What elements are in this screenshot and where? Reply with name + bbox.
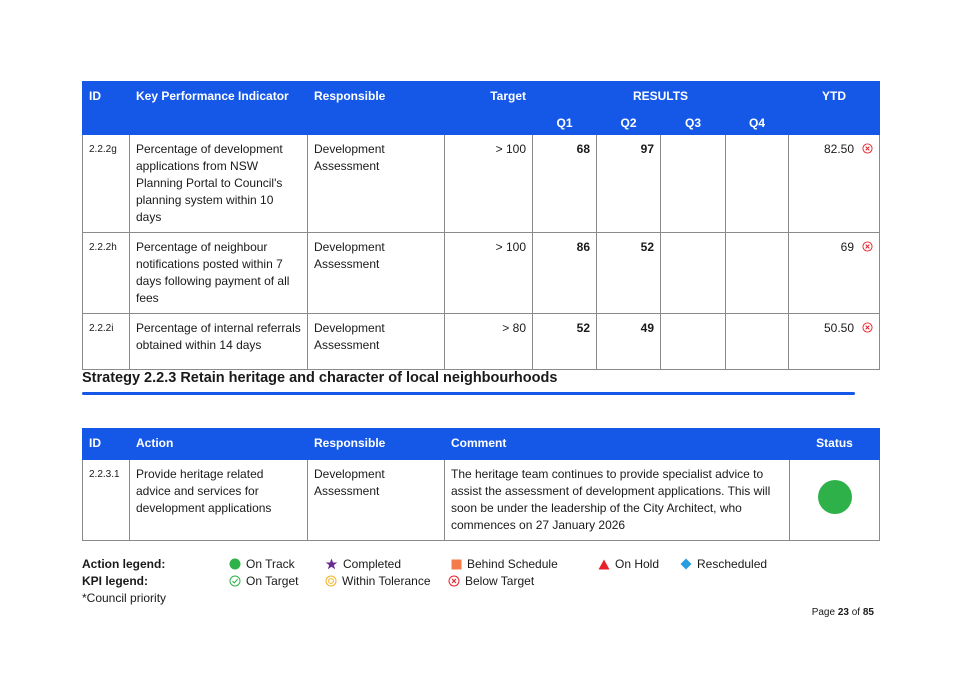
table-row [83, 460, 880, 541]
header-q1: Q1 [533, 113, 597, 135]
row-id: 2.2.2i [83, 314, 130, 370]
row-q3 [661, 135, 726, 233]
row-responsible: Development Assessment [308, 314, 445, 370]
row-target: > 80 [445, 314, 533, 370]
kpi-quarter-row [83, 113, 880, 135]
kpi-header-row [83, 82, 880, 113]
row-q1: 86 [533, 233, 597, 314]
table-row [83, 135, 880, 233]
header-action: Action [130, 429, 308, 460]
page-total: 85 [862, 607, 874, 618]
row-q2: 49 [597, 314, 661, 370]
row-kpi: Percentage of development applications from NSW Planning Portal to Council's planning system within 10 days [130, 135, 308, 233]
row-ytd: 69 [840, 240, 854, 254]
on-track-icon [229, 558, 241, 570]
header-responsible: Responsible [308, 429, 445, 460]
header-kpi: Key Performance Indicator [130, 82, 308, 113]
row-q1: 52 [533, 314, 597, 370]
below-target-icon [862, 241, 873, 252]
page-number: 23 [837, 607, 849, 618]
row-responsible: Development Assessment [308, 233, 445, 314]
kpi-legend-label: KPI legend: [82, 574, 149, 588]
row-q4 [726, 233, 789, 314]
priority-note: *Council priority [82, 591, 167, 605]
row-q4 [726, 314, 789, 370]
header-q2: Q2 [597, 113, 661, 135]
row-q3 [661, 314, 726, 370]
kpi-table [82, 81, 880, 370]
action-table [82, 428, 880, 541]
row-q1: 68 [533, 135, 597, 233]
legend-completed: Completed [325, 557, 401, 571]
header-ytd: YTD [789, 82, 880, 113]
legend-within-tolerance: Within Tolerance [325, 574, 431, 588]
row-status [790, 460, 880, 541]
legend-on-target: On Target [229, 574, 298, 588]
row-q2: 52 [597, 233, 661, 314]
tolerance-circle-icon [325, 575, 337, 587]
row-q2: 97 [597, 135, 661, 233]
legend-on-track: On Track [229, 557, 295, 571]
diamond-icon [680, 558, 692, 570]
row-target: > 100 [445, 233, 533, 314]
row-ytd-cell [789, 233, 880, 314]
header-q4: Q4 [726, 113, 789, 135]
below-target-icon [862, 322, 873, 333]
row-kpi: Percentage of internal referrals obtained within 14 days [130, 314, 308, 370]
header-id: ID [83, 82, 130, 113]
row-id: 2.2.2g [83, 135, 130, 233]
action-header-row [83, 429, 880, 460]
row-q3 [661, 233, 726, 314]
row-responsible: Development Assessment [308, 460, 445, 541]
strategy-title: Strategy 2.2.3 Retain heritage and character of local neighbourhoods [82, 370, 558, 386]
star-icon [325, 558, 338, 570]
header-results: RESULTS [533, 82, 789, 113]
header-responsible: Responsible [308, 82, 445, 113]
header-comment: Comment [445, 429, 790, 460]
row-ytd: 50.50 [823, 321, 854, 335]
row-ytd-cell [789, 314, 880, 370]
strategy-divider [82, 392, 855, 395]
row-id: 2.2.3.1 [83, 460, 130, 541]
header-q3: Q3 [661, 113, 726, 135]
row-ytd-cell [789, 135, 880, 233]
check-circle-icon [229, 575, 241, 587]
row-comment: The heritage team continues to provide specialist advice to assist the assessment of development applications. This will soon be under the leadership of the City Architect, who commences on 27 January 2026 [445, 460, 790, 541]
legend-on-hold: On Hold [598, 557, 659, 571]
x-circle-icon [448, 575, 460, 587]
triangle-icon [598, 559, 610, 570]
legend-below-target: Below Target [448, 574, 534, 588]
table-row [83, 233, 880, 314]
row-action: Provide heritage related advice and services for development applications [130, 460, 308, 541]
legend-behind-schedule: Behind Schedule [451, 557, 558, 571]
row-target: > 100 [445, 135, 533, 233]
header-target: Target [445, 82, 533, 113]
row-ytd: 82.50 [823, 142, 854, 156]
row-id: 2.2.2h [83, 233, 130, 314]
on-track-icon [818, 480, 852, 514]
legend-rescheduled: Rescheduled [680, 557, 767, 571]
row-kpi: Percentage of neighbour notifications posted within 7 days following payment of all fees [130, 233, 308, 314]
below-target-icon [862, 143, 873, 154]
table-row [83, 314, 880, 370]
row-responsible: Development Assessment [308, 135, 445, 233]
row-q4 [726, 135, 789, 233]
page-footer: Page 23 of 85 [811, 607, 874, 618]
action-legend-label: Action legend: [82, 557, 166, 571]
square-icon [451, 559, 462, 570]
header-status: Status [790, 429, 880, 460]
header-id: ID [83, 429, 130, 460]
